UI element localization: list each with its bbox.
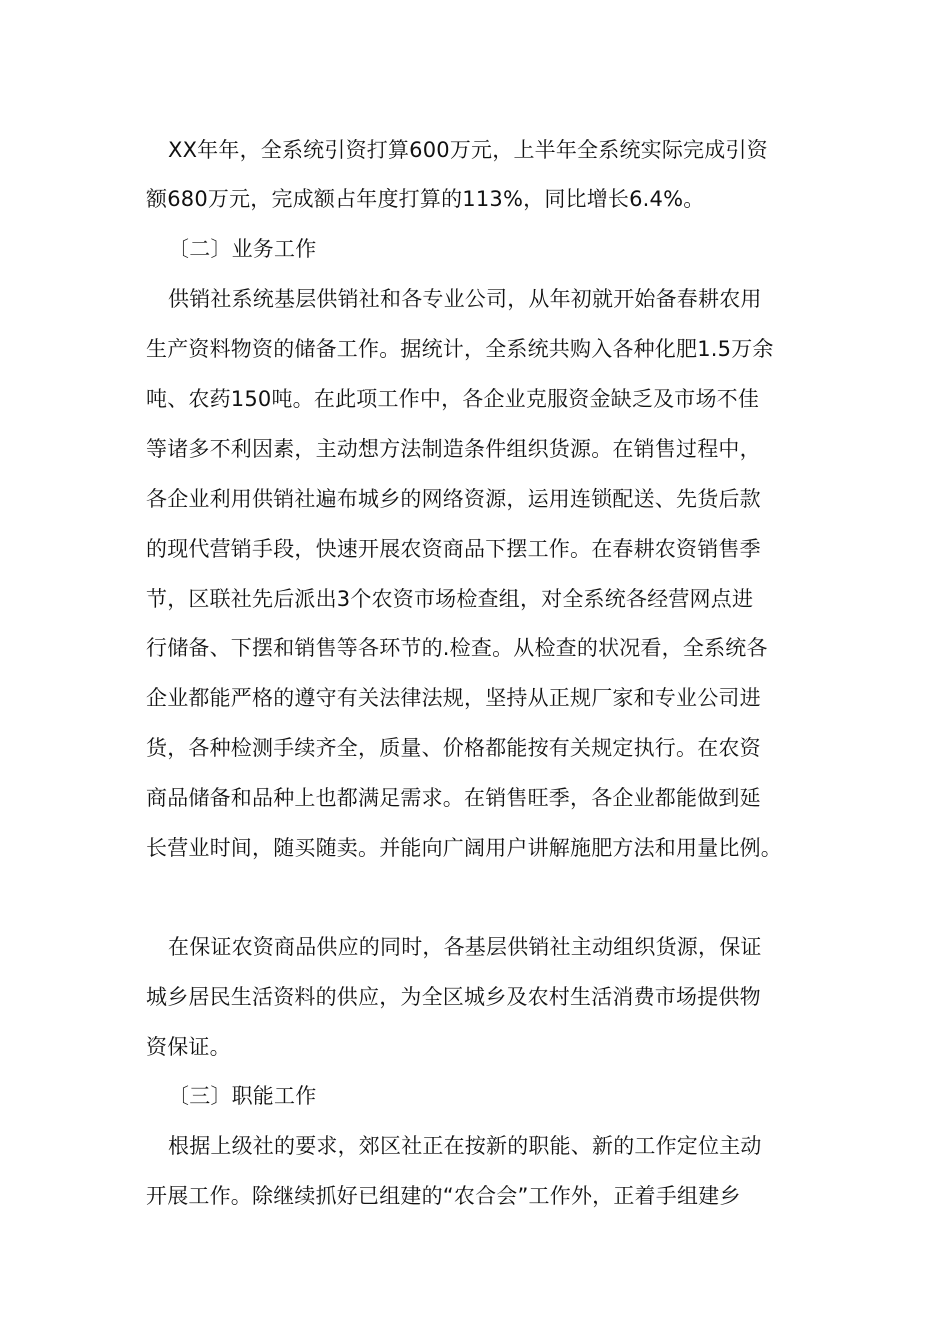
section-heading: 〔三〕职能工作	[168, 1084, 317, 1108]
paragraph-line: 开展工作。除继续抓好已组建的“农合会”工作外，正着手组建乡	[146, 1184, 741, 1208]
paragraph-line: 根据上级社的要求，郊区社正在按新的职能、新的工作定位主动	[168, 1134, 762, 1158]
paragraph-line: 资保证。	[146, 1035, 231, 1059]
paragraph-line: 商品储备和品种上也都满足需求。在销售旺季，各企业都能做到延	[146, 786, 761, 810]
paragraph-line: 吨、农药150吨。在此项工作中，各企业克服资金缺乏及市场不佳	[146, 387, 760, 411]
paragraph-line: 各企业利用供销社遍布城乡的网络资源，运用连锁配送、先货后款	[146, 487, 761, 511]
section-heading: 〔二〕业务工作	[168, 237, 317, 261]
paragraph-line: 节，区联社先后派出3个农资市场检查组，对全系统各经营网点进	[146, 587, 754, 611]
paragraph-line: 企业都能严格的遵守有关法律法规，坚持从正规厂家和专业公司进	[146, 686, 761, 710]
paragraph-line: 货，各种检测手续齐全，质量、价格都能按有关规定执行。在农资	[146, 736, 761, 760]
paragraph-line: 生产资料物资的储备工作。据统计，全系统共购入各种化肥1.5万余	[146, 337, 774, 361]
paragraph-line: XX年年，全系统引资打算600万元，上半年全系统实际完成引资	[168, 138, 768, 162]
paragraph-line: 在保证农资商品供应的同时，各基层供销社主动组织货源，保证	[168, 935, 762, 959]
paragraph-line: 长营业时间，随买随卖。并能向广阔用户讲解施肥方法和用量比例。	[146, 836, 782, 860]
paragraph-line: 城乡居民生活资料的供应，为全区城乡及农村生活消费市场提供物	[146, 985, 761, 1009]
paragraph-line: 行储备、下摆和销售等各环节的.检查。从检查的状况看，全系统各	[146, 636, 768, 660]
paragraph-line: 供销社系统基层供销社和各专业公司，从年初就开始备春耕农用	[168, 287, 762, 311]
paragraph-line: 的现代营销手段，快速开展农资商品下摆工作。在春耕农资销售季	[146, 537, 761, 561]
paragraph-line: 等诸多不利因素，主动想方法制造条件组织货源。在销售过程中，	[146, 437, 761, 461]
paragraph-line: 额680万元，完成额占年度打算的113%，同比增长6.4%。	[146, 187, 705, 211]
